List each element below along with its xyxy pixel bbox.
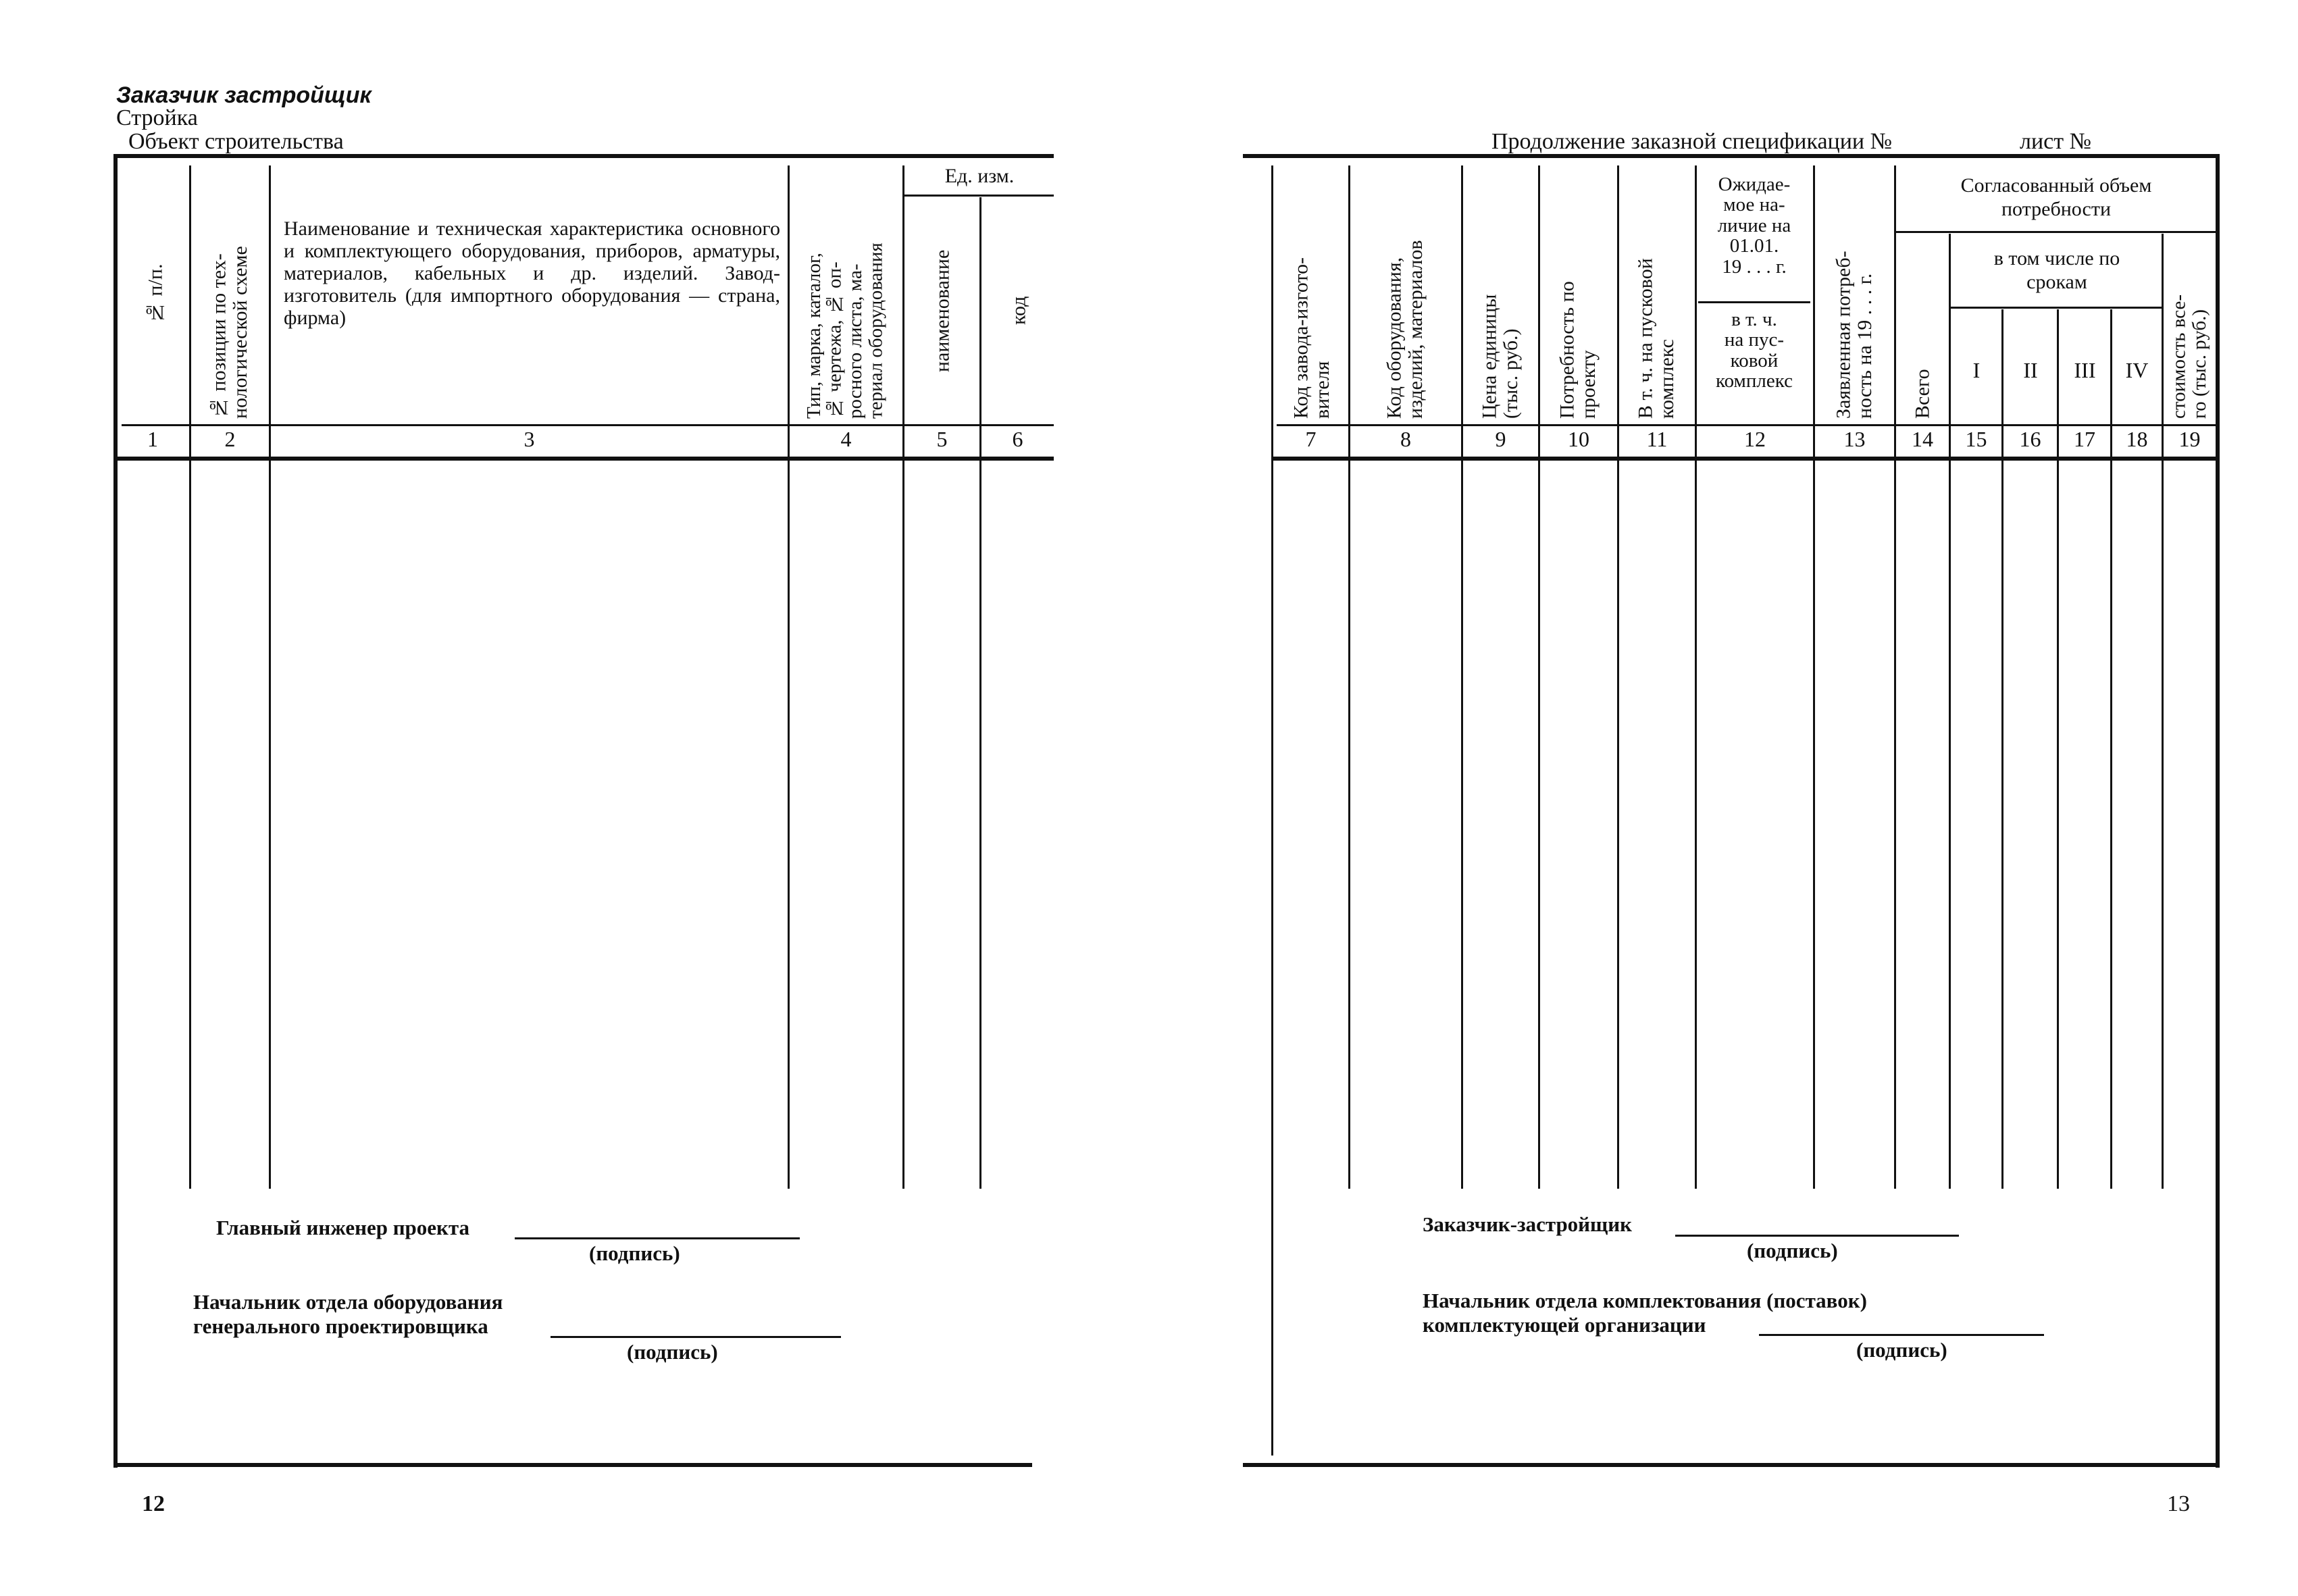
col8-number: 8 [1400,427,1411,451]
col14-header: Всего [1911,369,1934,419]
col2-number: 2 [224,427,236,451]
col13-header: Заявленная потреб- ность на 19 . . . г. [1832,251,1876,419]
r-col-divider-13 [1894,165,1896,1189]
right-table-bottom-border [1243,1463,2220,1467]
equipment-head-label-line2: генерального проектировщика [193,1314,488,1338]
col3-header: Наименование и техническая характеристика основного и комплектующего оборудования, приборов, арматуры, материалов, кабельных и др. изделий. Завод-изготовитель (для импортного оборудования — страна, фирма) [284,217,780,329]
table-top-border [115,154,1054,158]
unit-group-separator [904,195,1054,197]
agreed-group-separator [1896,231,2216,233]
sheet-label: лист № [2020,129,2092,154]
col14-number: 14 [1912,427,1933,451]
supply-head-label-line2: комплектующей организации [1423,1313,1706,1337]
periods-group-separator [1951,307,2163,309]
r-col-divider-12 [1813,165,1815,1189]
col-divider-3 [788,165,790,1189]
chief-engineer-signature-line[interactable] [515,1237,800,1239]
col12-number: 12 [1744,427,1766,451]
right-header-bottom-border [1271,457,2216,461]
col18-number: 18 [2126,427,2148,451]
site-label: Стройка [116,105,198,130]
right-page-number: 13 [2167,1491,2190,1516]
col7-header: Код завода-изгото- вителя [1290,257,1333,419]
header-number-separator [122,424,1054,426]
supply-head-signature-line[interactable] [1759,1334,2044,1336]
equipment-head-label-line1: Начальник отдела оборудования [193,1290,503,1314]
equipment-head-signature-caption: (подпись) [627,1340,718,1364]
col12-header-top: Ожидае- мое на- личие на 01.01. 19 . . . г. [1717,174,1791,278]
table-left-border [113,154,118,1468]
col11-header: В т. ч. на пусковой комплекс [1634,258,1678,419]
col15-header: I [1972,358,1981,382]
unit-group-header: Ед. изм. [944,165,1015,187]
col17-number: 17 [2074,427,2095,451]
col12-split-line [1698,301,1810,303]
customer-label: Заказчик-застройщик [1423,1212,1632,1236]
periods-group-header: в том числе по срокам [1993,247,2120,293]
r-col-divider-9 [1538,165,1540,1189]
col1-header: № п/п. [144,263,167,324]
col16-number: 16 [2019,427,2041,451]
left-page-number: 12 [142,1491,165,1516]
customer-label: Заказчик застройщик [116,82,372,108]
col9-header: Цена единицы (тыс. руб.) [1478,294,1522,419]
col3-number: 3 [524,427,535,451]
supply-head-label-line1: Начальник отдела комплектования (поставок) [1423,1289,1867,1312]
col8-header: Код оборудования, изделий, материалов [1383,240,1427,419]
col4-number: 4 [840,427,852,451]
col13-number: 13 [1843,427,1866,451]
col12-header-bottom: в т. ч. на пус- ковой комплекс [1715,309,1793,392]
right-table-top-border [1243,154,2220,158]
col1-number: 1 [147,427,158,451]
agreed-group-header: Согласованный объем потребности [1960,174,2152,220]
col16-header: II [2023,358,2038,382]
r-col-divider-7 [1348,165,1350,1189]
col9-number: 9 [1495,427,1506,451]
right-header-number-separator [1277,424,2216,426]
header-bottom-border [116,457,1054,461]
col7-number: 7 [1305,427,1317,451]
col18-header: IV [2125,358,2149,382]
col6-number: 6 [1012,427,1023,451]
col4-header: Тип, марка, каталог, № чертежа, № оп- росного листа, ма- териал оборудования [803,242,887,419]
customer-signature-caption: (подпись) [1747,1239,1838,1262]
supply-head-signature-caption: (подпись) [1856,1338,1947,1362]
right-table-left-border [1271,165,1273,1456]
col-divider-1 [189,165,191,1189]
col19-header: стоимость все- го (тыс. руб.) [2168,294,2210,419]
chief-engineer-signature-caption: (подпись) [589,1241,680,1265]
customer-signature-line[interactable] [1675,1235,1959,1237]
equipment-head-signature-line[interactable] [551,1336,841,1338]
chief-engineer-label: Главный инженер проекта [216,1216,470,1239]
col10-header: Потребность по проекту [1556,281,1600,419]
col5-number: 5 [936,427,948,451]
col6-header: код [1007,296,1030,326]
col-divider-4 [902,165,904,1189]
col10-number: 10 [1568,427,1589,451]
r-col-divider-10 [1617,165,1619,1189]
continuation-label: Продолжение заказной спецификации № [1491,129,1893,154]
col11-number: 11 [1646,427,1668,451]
col2-header: № позиции по тех- нологической схеме [207,246,251,419]
col17-header: III [2074,358,2096,382]
object-label: Объект строительства [128,129,344,154]
r-col-divider-8 [1461,165,1463,1189]
table-bottom-border [113,1463,1032,1467]
col5-header: наименование [931,249,954,372]
col-divider-5 [979,197,981,1189]
col-divider-2 [269,165,271,1189]
col19-number: 19 [2178,427,2201,451]
col15-number: 15 [1965,427,1987,451]
right-table-right-border [2216,154,2220,1468]
